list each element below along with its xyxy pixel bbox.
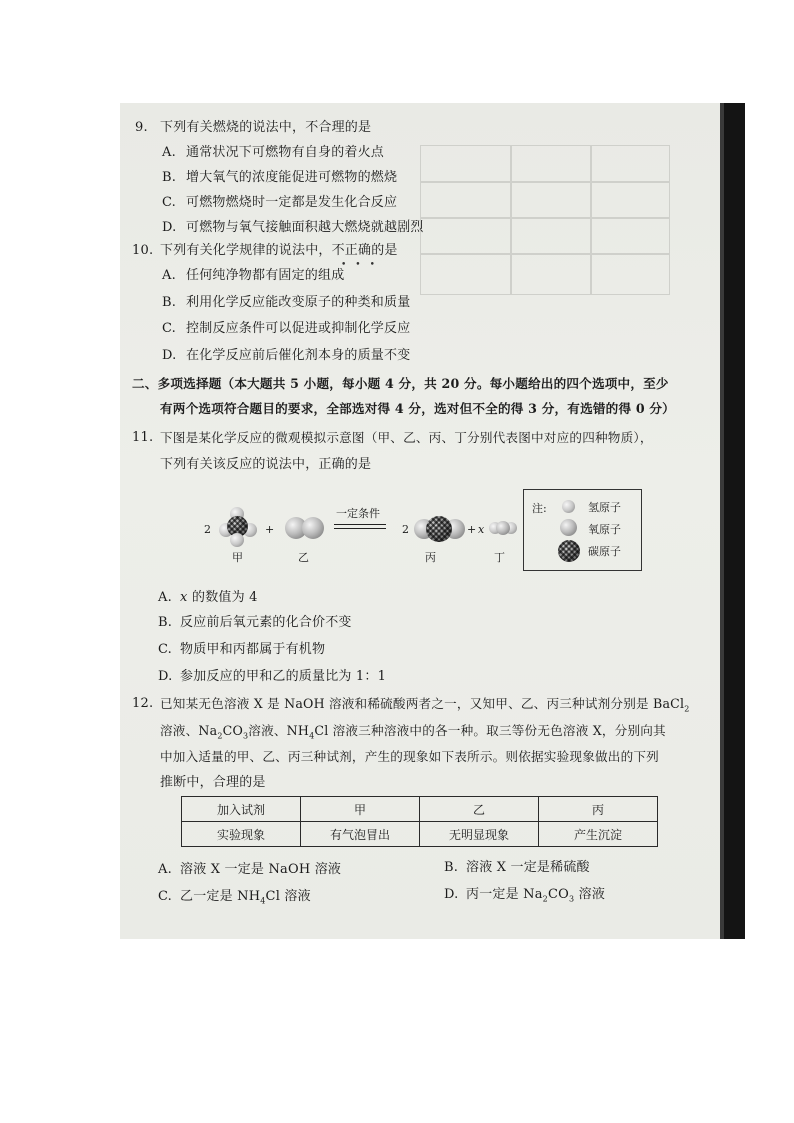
q9-option-b-label: B. xyxy=(162,170,177,185)
experiment-table xyxy=(181,796,658,847)
q11-number: 11. xyxy=(132,430,154,445)
q12-option-a-label: A. xyxy=(158,862,172,877)
equal-arrow-line xyxy=(334,524,386,525)
oxygen-atom xyxy=(302,517,324,539)
table-cell: 产生沉淀 xyxy=(539,822,658,847)
section2-heading-line1: 二、多项选择题（本大题共 5 小题，每小题 4 分，共 20 分。每小题给出的四个选项中，至少 xyxy=(132,376,669,391)
oxygen-atom xyxy=(496,521,510,535)
photographed-page xyxy=(120,103,745,939)
q10-option-c: 控制反应条件可以促进或抑制化学反应 xyxy=(186,321,411,336)
bleed-through-table xyxy=(420,145,670,295)
q12-option-d: 丙一定是 $Na_2CO_3$ 溶液 xyxy=(466,887,606,904)
q9-option-b: 增大氧气的浓度能促进可燃物的燃烧 xyxy=(186,170,398,185)
table-cell: 甲 xyxy=(301,797,420,822)
q12-line1: 已知某无色溶液 X 是 NaOH 溶液和稀硫酸两者之一，又知甲、乙、丙三种试剂分别是 BaCl$_2$ xyxy=(160,696,690,714)
q10-option-b: 利用化学反应能改变原子的种类和质量 xyxy=(186,295,411,310)
q10-stem: 下列有关化学规律的说法中，不正确的是 xyxy=(160,243,398,258)
legend-title: 注: xyxy=(532,502,547,515)
plus-sign-2: + xyxy=(467,523,477,536)
legend-oxygen-icon xyxy=(560,519,577,536)
q11-option-b: 反应前后氧元素的化合价不变 xyxy=(180,615,352,630)
emphasis-dots: ••• xyxy=(341,260,384,270)
bleed-through-table-line xyxy=(590,145,592,295)
q10-option-c-label: C. xyxy=(162,321,177,336)
carbon-atom xyxy=(426,516,452,542)
q11-option-a-label: A. xyxy=(158,590,172,605)
legend-hydrogen-label: 氢原子 xyxy=(588,501,621,514)
plus-sign-1: + xyxy=(265,523,275,536)
coefficient-x: x xyxy=(478,523,485,536)
q9-option-d: 可燃物与氧气接触面积越大燃烧就越剧烈 xyxy=(186,220,424,235)
q12-option-d-label: D. xyxy=(444,887,459,902)
q9-option-d-label: D. xyxy=(162,220,177,235)
q9-option-a: 通常状况下可燃物有自身的着火点 xyxy=(186,145,385,160)
q9-option-c-label: C. xyxy=(162,195,177,210)
bleed-through-table-line xyxy=(420,181,670,183)
q10-option-d: 在化学反应前后催化剂本身的质量不变 xyxy=(186,348,411,363)
table-row xyxy=(182,822,658,847)
coefficient-right: 2 xyxy=(402,523,409,536)
table-cell: 乙 xyxy=(420,797,539,822)
q12-number: 12. xyxy=(132,696,154,711)
q11-stem-line1: 下图是某化学反应的微观模拟示意图（甲、乙、丙、丁分别代表图中对应的四种物质）， xyxy=(160,430,653,445)
photo-dark-edge xyxy=(722,103,745,939)
q9-number: 9. xyxy=(135,120,148,135)
q10-option-b-label: B. xyxy=(162,295,177,310)
bleed-through-table-line xyxy=(510,145,512,295)
q12-option-a: 溶液 X 一定是 NaOH 溶液 xyxy=(180,862,342,877)
q12-line3: 中加入适量的甲、乙、丙三种试剂，产生的现象如下表所示。则依据实验现象做出的下列 xyxy=(160,749,659,764)
q11-option-d-label: D. xyxy=(158,669,173,684)
q12-option-b: 溶液 X 一定是稀硫酸 xyxy=(466,860,590,875)
label-bing: 丙 xyxy=(425,551,436,564)
q10-option-d-label: D. xyxy=(162,348,177,363)
table-cell: 实验现象 xyxy=(182,822,301,847)
q9-option-a-label: A. xyxy=(162,145,176,160)
q10-option-a-label: A. xyxy=(162,268,176,283)
q12-option-c: 乙一定是 $NH_4Cl$ 溶液 xyxy=(180,889,311,906)
legend-carbon-icon xyxy=(558,540,580,562)
q12-option-b-label: B. xyxy=(444,860,459,875)
table-cell: 有气泡冒出 xyxy=(301,822,420,847)
q11-option-d: 参加反应的甲和乙的质量比为 1：1 xyxy=(180,669,387,684)
legend-carbon-label: 碳原子 xyxy=(588,545,621,558)
table-cell: 无明显现象 xyxy=(420,822,539,847)
section2-heading-line2: 有两个选项符合题目的要求，全部选对得 4 分，选对但不全的得 3 分，有选错的得 0 分） xyxy=(160,401,675,416)
q12-option-c-label: C. xyxy=(158,889,173,904)
hydrogen-atom xyxy=(230,533,244,547)
reaction-condition: 一定条件 xyxy=(336,507,380,520)
table-cell: 丙 xyxy=(539,797,658,822)
coefficient-left: 2 xyxy=(204,523,211,536)
table-row xyxy=(182,797,658,822)
label-ding: 丁 xyxy=(494,551,505,564)
q11-option-b-label: B. xyxy=(158,615,173,630)
label-yi: 乙 xyxy=(298,551,309,564)
q10-option-a: 任何纯净物都有固定的组成 xyxy=(186,268,345,283)
q11-option-a-var: x xyxy=(180,590,188,605)
molecule-jia xyxy=(218,507,258,547)
label-jia: 甲 xyxy=(232,551,243,564)
q10-number: 10. xyxy=(132,243,154,258)
q12-line4: 推断中，合理的是 xyxy=(160,775,266,790)
q12-line2: 溶液、$Na_2CO_3$溶液、$NH_4Cl$ 溶液三种溶液中的各一种。取三等份无色溶液 X，分别向其 xyxy=(160,723,666,741)
legend-hydrogen-icon xyxy=(562,500,575,513)
bleed-through-table-line xyxy=(420,217,670,219)
legend-oxygen-label: 氧原子 xyxy=(588,523,621,536)
bleed-through-table-line xyxy=(420,253,670,255)
q11-option-c-label: C. xyxy=(158,642,173,657)
q11-option-a: 的数值为 4 xyxy=(192,590,258,605)
q9-option-c: 可燃物燃烧时一定都是发生化合反应 xyxy=(186,195,398,210)
equal-arrow-line xyxy=(334,528,386,529)
q9-stem: 下列有关燃烧的说法中，不合理的是 xyxy=(160,120,372,135)
table-cell: 加入试剂 xyxy=(182,797,301,822)
q11-option-c: 物质甲和丙都属于有机物 xyxy=(180,642,326,657)
q11-stem-line2: 下列有关该反应的说法中，正确的是 xyxy=(160,457,372,472)
